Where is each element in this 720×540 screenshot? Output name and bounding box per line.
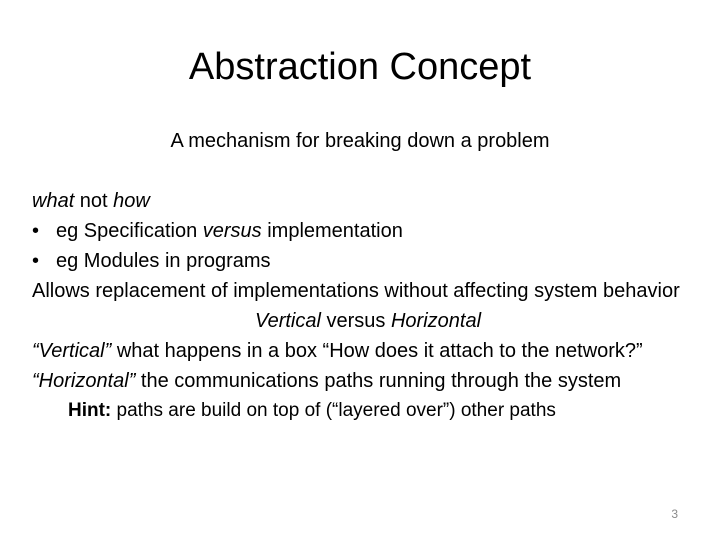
modules-text: eg Modules in programs [56, 250, 271, 272]
versus-word: versus [320, 310, 391, 332]
horizontal-word: Horizontal [390, 310, 482, 332]
versus-text: versus [202, 220, 262, 242]
horizontal-quote: “Horizontal” [32, 370, 136, 392]
not-text: not [74, 190, 114, 212]
bullet-icon: • [32, 250, 40, 272]
horizontal-description [32, 366, 704, 396]
specification-text: eg Specification [56, 220, 203, 242]
vertical-explanation: what happens in a box “How does it attach to the network?” [111, 340, 643, 362]
bullet-text [56, 216, 403, 246]
hint-label: Hint: [68, 400, 112, 421]
vertical-word: Vertical [254, 310, 321, 332]
bullet-icon: • [32, 220, 40, 242]
page-number: 3 [671, 507, 678, 521]
vertical-description [32, 336, 704, 366]
slide-title: Abstraction Concept [188, 46, 532, 88]
slide-body [32, 186, 704, 426]
what-text: what [32, 190, 75, 212]
vertical-versus-horizontal [32, 306, 704, 336]
hint-text: paths are build on top of (“layered over”) other paths [111, 400, 556, 421]
how-text: how [113, 190, 150, 212]
slide-subtitle: A mechanism for breaking down a problem [170, 130, 550, 152]
implementation-text: implementation [261, 220, 403, 242]
hint-line [32, 396, 704, 426]
bullet-modules [32, 246, 704, 276]
vertical-quote: “Vertical” [32, 340, 112, 362]
bullet-specification [32, 216, 704, 246]
replacement-line: Allows replacement of implementations without affecting system behavior [32, 280, 680, 302]
horizontal-explanation: the communications paths running through the system [135, 370, 622, 392]
what-not-how-line [32, 186, 704, 216]
